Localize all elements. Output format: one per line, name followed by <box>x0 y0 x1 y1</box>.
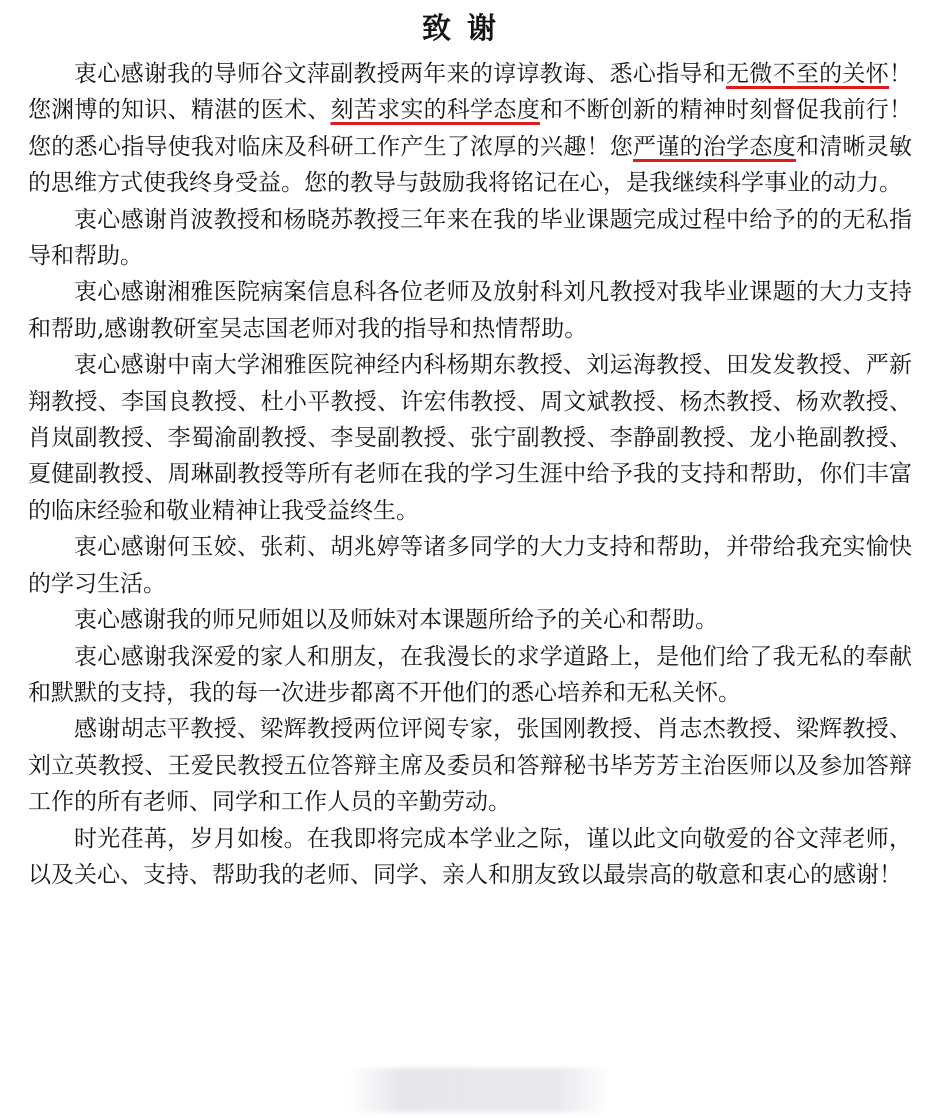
paragraph-1 <box>28 56 912 202</box>
underlined-phrase: 无微不至的关怀 <box>726 61 890 87</box>
paragraph-6 <box>28 602 912 638</box>
paragraph-text: 衷心感谢我深爱的家人和朋友，在我漫长的求学道路上，是他们给了我无私的奉献和默默的支持，我的每一次进步都离不开他们的悉心培养和无私关怀。 <box>28 643 912 706</box>
paragraph-8 <box>28 711 912 820</box>
paragraph-text: 和清晰灵敏的思维方式使我终身受益。您的教导与鼓励我将铭记在心，是我继续科学事业的动力。 <box>28 133 913 197</box>
underlined-phrase: 刻苦求实的科学态度 <box>330 97 540 124</box>
paragraph-text: 衷心感谢肖波教授和杨晓苏教授三年来在我的毕业课题完成过程中给予的的无私指导和帮助。 <box>28 206 912 270</box>
paragraph-3 <box>28 274 912 347</box>
paragraph-7 <box>28 639 912 712</box>
paragraph-text: 衷心感谢湘雅医院病案信息科各位老师及放射科刘凡教授对我毕业课题的大力支持和帮助,感谢教研室吴志国老师对我的指导和热情帮助。 <box>28 279 912 342</box>
paragraph-9 <box>28 821 912 894</box>
blurred-watermark <box>348 1068 610 1112</box>
underlined-phrase: 严谨的治学态度 <box>633 133 796 160</box>
acknowledgement-body <box>28 56 912 893</box>
paragraph-text: 衷心感谢我的导师谷文萍副教授两年来的谆谆教诲、悉心指导和 <box>74 61 726 87</box>
paragraph-2 <box>28 202 912 275</box>
paragraph-text: 衷心感谢中南大学湘雅医院神经内科杨期东教授、刘运海教授、田发发教授、严新翔教授、李国良教授、杜小平教授、许宏伟教授、周文斌教授、杨杰教授、杨欢教授、肖岚副教授、李蜀渝副教授、李旻副教授、张宁副教授、李静副教授、龙小艳副教授、夏健副教授、周琳副教授等所有老师在我的学习生涯中给予我的支持和帮助，你们丰富的临床经验和敬业精神让我受益终生。 <box>28 352 912 524</box>
paragraph-4 <box>28 347 912 529</box>
paragraph-text: 衷心感谢何玉姣、张莉、胡兆婷等诸多同学的大力支持和帮助，并带给我充实愉快的学习生活。 <box>28 534 912 597</box>
paragraph-text: 衷心感谢我的师兄师姐以及师妹对本课题所给予的关心和帮助。 <box>74 607 718 634</box>
page-title: 致谢 <box>421 11 512 45</box>
paragraph-text: 和不断创新的精神时刻督促我前行！您的悉心指导使我对临床及科研工作产生了浓厚的兴趣！您 <box>28 97 913 160</box>
paragraph-5 <box>28 529 912 602</box>
paragraph-text: 感谢胡志平教授、梁辉教授两位评阅专家，张国刚教授、肖志杰教授、梁辉教授、刘立英教授、王爱民教授五位答辩主席及委员和答辩秘书毕芳芳主治医师以及参加答辩工作的所有老师、同学和工作人员的辛勤劳动。 <box>28 716 912 816</box>
paragraph-text: ！您渊博的知识、精湛的医术、 <box>28 61 913 124</box>
paragraph-text: 时光荏苒，岁月如梭。在我即将完成本学业之际，谨以此文向敬爱的谷文萍老师，以及关心、支持、帮助我的老师、同学、亲人和朋友致以最崇高的敬意和衷心的感谢！ <box>28 825 912 888</box>
